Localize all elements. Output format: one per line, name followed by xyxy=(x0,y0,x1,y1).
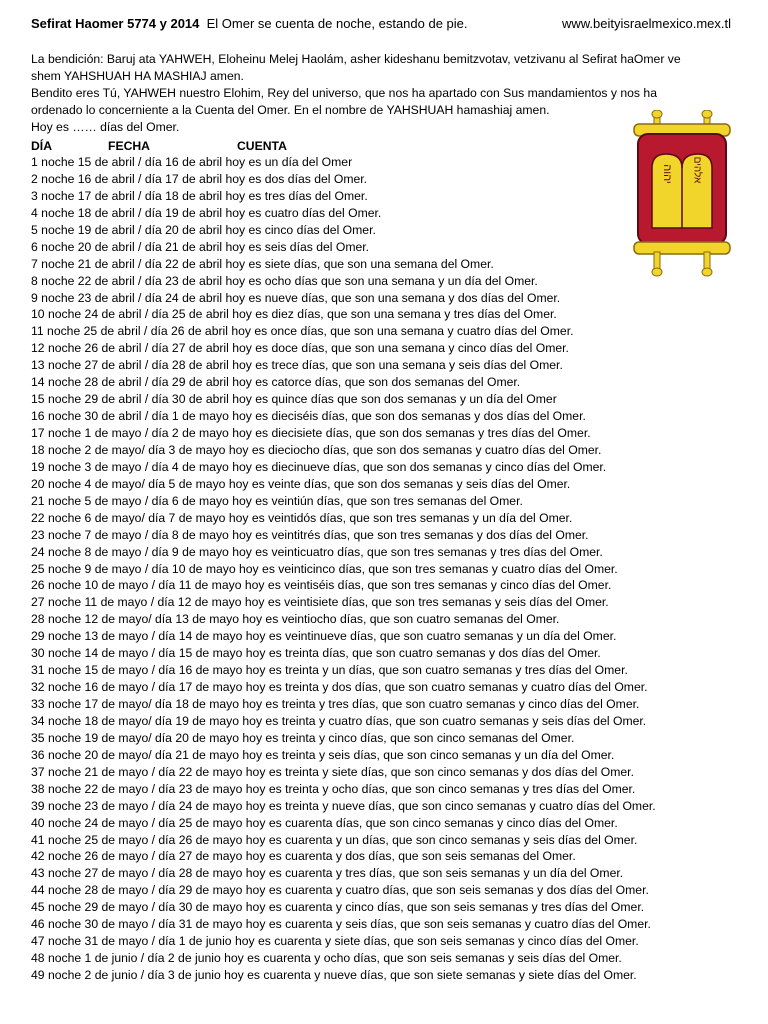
omer-day-row: 3 noche 17 de abril / día 18 de abril hoy es tres días del Omer. xyxy=(31,188,368,203)
bottom-left-rod xyxy=(654,252,660,270)
omer-day-row: 39 noche 23 de mayo / día 24 de mayo hoy es treinta y nueve días, que son cinco semanas y cuatro días del Omer. xyxy=(31,798,656,813)
omer-day-row: 44 noche 28 de mayo / día 29 de mayo hoy es cuarenta y cuatro días, que son seis semanas y dos días del Omer. xyxy=(31,883,649,898)
omer-day-row: 17 noche 1 de mayo / día 2 de mayo hoy es diecisiete días, que son dos semanas y tres días del Omer. xyxy=(31,426,591,440)
omer-day-row: 16 noche 30 de abril / día 1 de mayo hoy es dieciséis días, que son dos semanas y dos días del Omer. xyxy=(31,409,586,424)
tablet-left-glyphs: יהוה xyxy=(661,164,673,184)
omer-day-row: 22 noche 6 de mayo/ día 7 de mayo hoy es veintidós días, que son tres semanas y un día del Omer. xyxy=(31,510,573,525)
omer-day-row: 1 noche 15 de abril / día 16 de abril hoy es un día del Omer xyxy=(31,155,353,169)
omer-day-row: 12 noche 26 de abril / día 27 de abril hoy es doce días, que son una semana y cinco días del Omer. xyxy=(31,341,569,356)
column-header-dia: DÍA xyxy=(31,139,52,153)
omer-day-row: 24 noche 8 de mayo / día 9 de mayo hoy es veinticuatro días, que son tres semanas y tres días del Omer. xyxy=(31,544,603,559)
omer-day-row: 35 noche 19 de mayo/ día 20 de mayo hoy es treinta y cinco días, que son cinco semanas del Omer. xyxy=(31,730,575,745)
omer-day-row: 5 noche 19 de abril / día 20 de abril hoy es cinco días del Omer. xyxy=(31,222,376,237)
omer-day-row: 15 noche 29 de abril / día 30 de abril hoy es quince días que son dos semanas y un día del Omer xyxy=(31,392,557,407)
torah-scroll-icon xyxy=(630,110,734,278)
omer-day-row: 14 noche 28 de abril / día 29 de abril hoy es catorce días, que son dos semanas del Omer. xyxy=(31,375,521,390)
omer-day-row: 26 noche 10 de mayo / día 11 de mayo hoy es veintiséis días, que son tres semanas y cinco días del Omer. xyxy=(31,578,612,593)
bottom-right-finial xyxy=(702,268,712,276)
omer-day-row: 33 noche 17 de mayo/ día 18 de mayo hoy es treinta y tres días, que son cuatro semanas y cinco días del Omer. xyxy=(31,697,640,711)
omer-day-row: 18 noche 2 de mayo/ día 3 de mayo hoy es dieciocho días, que son dos semanas y cuatro días del Omer. xyxy=(31,442,602,457)
omer-day-row: 49 noche 2 de junio / día 3 de junio hoy es cuarenta y nueve días, que son siete semanas y siete días del Omer. xyxy=(31,968,637,982)
intro-section xyxy=(31,51,701,136)
top-left-finial xyxy=(652,110,662,118)
omer-day-row: 40 noche 24 de mayo / día 25 de mayo hoy es cuarenta días, que son cinco semanas y cinco días del Omer. xyxy=(31,815,618,830)
tablet-right-glyphs: אלהים xyxy=(691,156,703,184)
omer-day-row: 6 noche 20 de abril / día 21 de abril hoy es seis días del Omer. xyxy=(31,239,370,254)
omer-day-row: 45 noche 29 de mayo / día 30 de mayo hoy es cuarenta y cinco días, que son seis semanas y tres días del Omer. xyxy=(31,900,645,915)
omer-count-list xyxy=(31,154,731,984)
omer-day-row: 19 noche 3 de mayo / día 4 de mayo hoy es diecinueve días, que son dos semanas y cinco días del Omer. xyxy=(31,459,607,474)
omer-day-row: 10 noche 24 de abril / día 25 de abril hoy es diez días, que son una semana y tres días del Omer. xyxy=(31,307,557,322)
omer-day-row: 46 noche 30 de mayo / día 31 de mayo hoy es cuarenta y seis días, que son seis semanas y cuatro días del Omer. xyxy=(31,917,651,932)
today-text: Hoy es …… días del Omer. xyxy=(31,119,180,134)
omer-day-row: 13 noche 27 de abril / día 28 de abril hoy es trece días, que son una semana y seis días del Omer. xyxy=(31,358,563,373)
omer-day-row: 4 noche 18 de abril / día 19 de abril hoy es cuatro días del Omer. xyxy=(31,205,382,220)
omer-day-row: 36 noche 20 de mayo/ día 21 de mayo hoy es treinta y seis días, que son cinco semanas y un día del Omer. xyxy=(31,747,615,762)
omer-day-row: 41 noche 25 de mayo / día 26 de mayo hoy es cuarenta y un días, que son cinco semanas y seis días del Omer. xyxy=(31,832,638,847)
omer-day-row: 20 noche 4 de mayo/ día 5 de mayo hoy es veinte días, que son dos semanas y seis días del Omer. xyxy=(31,476,571,491)
omer-day-row: 11 noche 25 de abril / día 26 de abril hoy es once días, que son una semana y cuatro días del Omer. xyxy=(31,324,574,339)
header-title-rest: El Omer se cuenta de noche, estando de pie. xyxy=(206,16,468,31)
omer-day-row: 23 noche 7 de mayo / día 8 de mayo hoy es veintitrés días, que son tres semanas y dos días del Omer. xyxy=(31,527,589,542)
omer-day-row: 34 noche 18 de mayo/ día 19 de mayo hoy es treinta y cuatro días, que son cuatro semanas y seis días del Omer. xyxy=(31,713,647,728)
omer-day-row: 30 noche 14 de mayo / día 15 de mayo hoy es treinta días, que son cuatro semanas y dos días del Omer. xyxy=(31,646,601,661)
omer-day-row: 2 noche 16 de abril / día 17 de abril hoy es dos días del Omer. xyxy=(31,171,368,186)
bottom-left-finial xyxy=(652,268,662,276)
page-header xyxy=(31,14,731,34)
omer-day-row: 38 noche 22 de mayo / día 23 de mayo hoy es treinta y ocho días, que son cinco semanas y tres días del Omer. xyxy=(31,781,636,796)
omer-day-row: 28 noche 12 de mayo/ día 13 de mayo hoy es veintiocho días, que son cuatro semanas del Omer. xyxy=(31,612,560,627)
omer-day-row: 37 noche 21 de mayo / día 22 de mayo hoy es treinta y siete días, que son cinco semanas y dos días del Omer. xyxy=(31,764,634,779)
omer-day-row: 43 noche 27 de mayo / día 28 de mayo hoy es cuarenta y tres días, que son seis semanas y un día del Omer. xyxy=(31,866,624,881)
bottom-right-rod xyxy=(704,252,710,270)
top-right-finial xyxy=(702,110,712,118)
column-header-cuenta: CUENTA xyxy=(237,139,287,153)
header-title-bold: Sefirat Haomer 5774 y 2014 xyxy=(31,16,200,31)
omer-day-row: 27 noche 11 de mayo / día 12 de mayo hoy es veintisiete días, que son tres semanas y seis días del Omer. xyxy=(31,595,609,610)
column-headers xyxy=(31,138,631,155)
omer-day-row: 48 noche 1 de junio / día 2 de junio hoy es cuarenta y ocho días, que son seis semanas y seis días del Omer. xyxy=(31,951,622,966)
header-title xyxy=(31,14,468,34)
omer-day-row: 25 noche 9 de mayo / día 10 de mayo hoy es veinticinco días, que son tres semanas y cuatro días del Omer. xyxy=(31,561,618,576)
bottom-bar xyxy=(634,242,730,254)
omer-day-row: 29 noche 13 de mayo / día 14 de mayo hoy es veintinueve días, que son cuatro semanas y un día del Omer. xyxy=(31,629,617,644)
omer-day-row: 7 noche 21 de abril / día 22 de abril hoy es siete días, que son una semana del Omer. xyxy=(31,256,494,271)
omer-day-row: 9 noche 23 de abril / día 24 de abril hoy es nueve días, que son una semana y dos días del Omer. xyxy=(31,290,561,305)
omer-day-row: 21 noche 5 de mayo / día 6 de mayo hoy es veintiún días, que son tres semanas del Omer. xyxy=(31,493,523,508)
omer-day-row: 47 noche 31 de mayo / día 1 de junio hoy es cuarenta y siete días, que son seis semanas y cinco días del Omer. xyxy=(31,934,639,949)
translation-text: Bendito eres Tú, YAHWEH nuestro Elohim, Rey del universo, que nos ha apartado con Sus mandamientos y nos ha ordenado lo concerniente a la Cuenta del Omer. En el nombre de YAHSHUAH hamashiaj amen. xyxy=(31,85,657,117)
blessing-text: La bendición: Baruj ata YAHWEH, Eloheinu Melej Haolám, asher kideshanu bemitzvotav, vetzivanu al Sefirat haOmer ve shem YAHSHUAH HA MASHIAJ amen. xyxy=(31,52,681,83)
header-site-url[interactable]: www.beityisraelmexico.mex.tl xyxy=(561,16,731,31)
omer-day-row: 8 noche 22 de abril / día 23 de abril hoy es ocho días que son una semana y un día del Omer. xyxy=(31,273,538,288)
omer-day-row: 42 noche 26 de mayo / día 27 de mayo hoy es cuarenta y dos días, que son seis semanas del Omer. xyxy=(31,849,576,864)
omer-day-row: 32 noche 16 de mayo / día 17 de mayo hoy es treinta y dos días, que son cuatro semanas y cuatro días del Omer. xyxy=(31,680,648,695)
omer-day-row: 31 noche 15 de mayo / día 16 de mayo hoy es treinta y un días, que son cuatro semanas y tres días del Omer. xyxy=(31,663,628,678)
column-header-fecha: FECHA xyxy=(108,139,150,153)
